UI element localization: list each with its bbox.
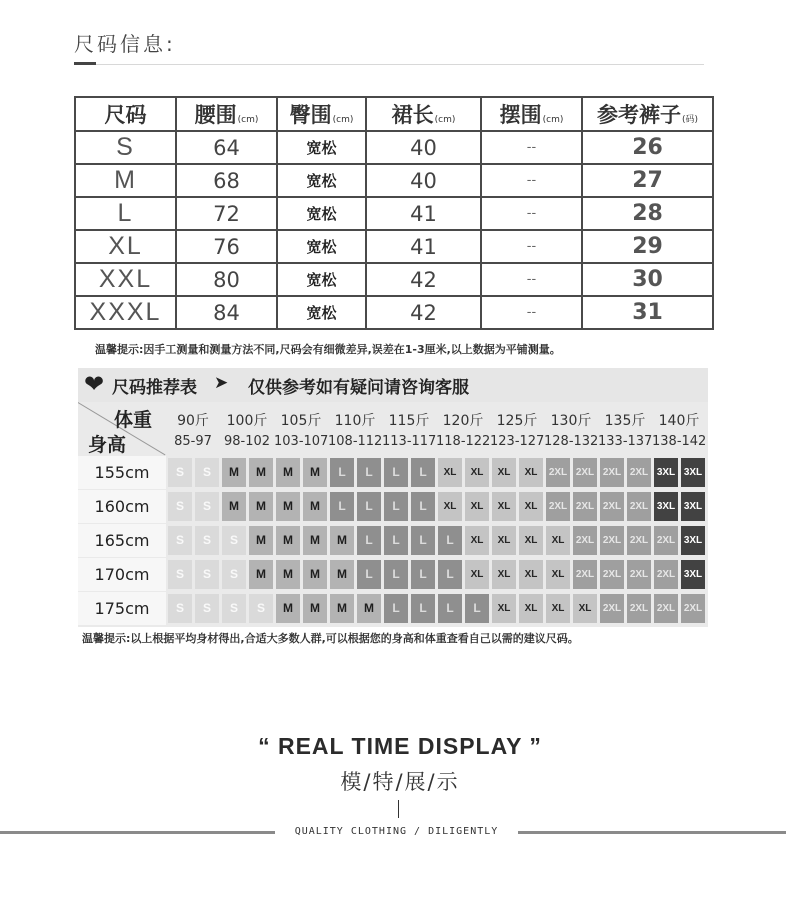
size-cell: 2XL bbox=[546, 458, 570, 487]
size-cell: S bbox=[195, 458, 219, 487]
cell-pants: 28 bbox=[582, 197, 713, 230]
table-row bbox=[75, 197, 713, 230]
recommend-grid bbox=[78, 402, 708, 627]
size-cell: L bbox=[357, 526, 381, 555]
weight-column-header bbox=[328, 402, 382, 456]
size-cell: 2XL bbox=[573, 492, 597, 521]
size-cell: M bbox=[330, 526, 354, 555]
cell-length: 41 bbox=[366, 197, 481, 230]
height-row-label: 165cm bbox=[78, 524, 166, 557]
size-cell: S bbox=[222, 560, 246, 589]
size-cell: L bbox=[411, 458, 435, 487]
size-cell: L bbox=[384, 560, 408, 589]
height-row-label: 175cm bbox=[78, 592, 166, 625]
size-cell: 2XL bbox=[600, 560, 624, 589]
size-cell: 3XL bbox=[681, 526, 705, 555]
measurement-note: 温馨提示:因手工测量和测量方法不同,尺码会有细微差异,误差在1-3厘米,以上数据为平铺测量。 bbox=[95, 343, 561, 356]
grid-corner bbox=[78, 402, 166, 456]
size-cell: 2XL bbox=[627, 560, 651, 589]
cell-waist: 80 bbox=[176, 263, 277, 296]
recommend-note: 温馨提示:以上根据平均身材得出,合适大多数人群,可以根据您的身高和体重查看自己以需的建议尺码。 bbox=[82, 632, 579, 645]
size-cell: M bbox=[303, 594, 327, 623]
size-cell: M bbox=[249, 492, 273, 521]
cell-pants: 30 bbox=[582, 263, 713, 296]
size-cell: XL bbox=[492, 526, 516, 555]
weight-range: 138-142 bbox=[652, 434, 707, 449]
size-cell: 2XL bbox=[654, 560, 678, 589]
size-cell: 2XL bbox=[627, 492, 651, 521]
weight-range: 118-122 bbox=[436, 434, 491, 449]
size-cell: 2XL bbox=[573, 526, 597, 555]
heading-accent bbox=[74, 62, 96, 65]
realtime-display-title: “ REAL TIME DISPLAY ” bbox=[258, 733, 542, 759]
size-cell: 2XL bbox=[600, 526, 624, 555]
weight-range: 128-132 bbox=[544, 434, 599, 449]
cell-hip: 宽松 bbox=[277, 296, 366, 329]
size-cell: L bbox=[330, 458, 354, 487]
height-row-label: 170cm bbox=[78, 558, 166, 591]
header-size: 尺码 bbox=[75, 97, 176, 131]
weight-value: 90斤 bbox=[177, 413, 209, 429]
size-cell: XL bbox=[519, 458, 543, 487]
weight-value: 140斤 bbox=[658, 413, 700, 429]
quality-tagline: QUALITY CLOTHING / DILIGENTLY bbox=[294, 826, 499, 837]
weight-column-header bbox=[652, 402, 706, 456]
size-cell: M bbox=[330, 594, 354, 623]
cell-size: XXXL bbox=[75, 296, 176, 329]
cell-length: 41 bbox=[366, 230, 481, 263]
size-cell: L bbox=[330, 492, 354, 521]
size-cell: 3XL bbox=[654, 492, 678, 521]
header-waist: 腰围(cm) bbox=[176, 97, 277, 131]
cell-waist: 68 bbox=[176, 164, 277, 197]
size-cell: 2XL bbox=[600, 458, 624, 487]
size-cell: M bbox=[276, 492, 300, 521]
height-axis-label: 身高 bbox=[88, 434, 127, 456]
size-cell: XL bbox=[519, 526, 543, 555]
size-table bbox=[74, 96, 714, 330]
heading-rule bbox=[74, 64, 704, 65]
size-cell: XL bbox=[573, 594, 597, 623]
size-cell: 2XL bbox=[546, 492, 570, 521]
cell-hem: -- bbox=[481, 197, 582, 230]
divider-tick bbox=[398, 800, 399, 818]
cell-waist: 84 bbox=[176, 296, 277, 329]
size-cell: S bbox=[249, 594, 273, 623]
size-cell: L bbox=[438, 560, 462, 589]
cell-hip: 宽松 bbox=[277, 230, 366, 263]
size-cell: 2XL bbox=[627, 526, 651, 555]
header-hem: 摆围(cm) bbox=[481, 97, 582, 131]
size-cell: M bbox=[249, 526, 273, 555]
weight-column-header bbox=[274, 402, 328, 456]
table-row bbox=[75, 131, 713, 164]
size-cell: L bbox=[411, 594, 435, 623]
weight-range: 98-102 bbox=[223, 434, 271, 449]
size-cell: L bbox=[384, 492, 408, 521]
size-cell: XL bbox=[519, 492, 543, 521]
weight-value: 105斤 bbox=[280, 413, 322, 429]
size-cell: S bbox=[195, 560, 219, 589]
size-cell: XL bbox=[465, 492, 489, 521]
weight-range: 123-127 bbox=[490, 434, 545, 449]
cell-size: L bbox=[75, 197, 176, 230]
cell-pants: 29 bbox=[582, 230, 713, 263]
header-length: 裙长(cm) bbox=[366, 97, 481, 131]
size-cell: S bbox=[168, 594, 192, 623]
size-cell: M bbox=[303, 560, 327, 589]
weight-value: 130斤 bbox=[550, 413, 592, 429]
table-row bbox=[75, 263, 713, 296]
size-cell: 2XL bbox=[573, 458, 597, 487]
size-cell: L bbox=[384, 526, 408, 555]
size-cell: M bbox=[303, 526, 327, 555]
cell-size: XXL bbox=[75, 263, 176, 296]
size-cell: L bbox=[357, 560, 381, 589]
recommend-subtitle: 仅供参考如有疑问请咨询客服 bbox=[248, 378, 469, 398]
size-cell: 2XL bbox=[600, 492, 624, 521]
weight-range: 113-117 bbox=[382, 434, 437, 449]
cell-size: M bbox=[75, 164, 176, 197]
size-cell: L bbox=[411, 526, 435, 555]
cell-hem: -- bbox=[481, 230, 582, 263]
size-cell: L bbox=[465, 594, 489, 623]
size-cell: M bbox=[222, 492, 246, 521]
weight-range: 108-112 bbox=[328, 434, 383, 449]
size-cell: 3XL bbox=[654, 458, 678, 487]
size-cell: XL bbox=[546, 594, 570, 623]
size-cell: S bbox=[195, 492, 219, 521]
size-cell: 2XL bbox=[627, 594, 651, 623]
weight-value: 125斤 bbox=[496, 413, 538, 429]
cell-hem: -- bbox=[481, 296, 582, 329]
size-cell: M bbox=[276, 594, 300, 623]
divider-line-left bbox=[0, 831, 275, 834]
size-cell: S bbox=[222, 594, 246, 623]
size-cell: S bbox=[168, 526, 192, 555]
size-cell: XL bbox=[492, 594, 516, 623]
weight-range: 133-137 bbox=[598, 434, 653, 449]
size-cell: S bbox=[168, 492, 192, 521]
size-cell: M bbox=[249, 560, 273, 589]
size-cell: S bbox=[168, 458, 192, 487]
weight-value: 100斤 bbox=[226, 413, 268, 429]
cell-length: 40 bbox=[366, 164, 481, 197]
size-cell: L bbox=[384, 458, 408, 487]
size-cell: M bbox=[303, 492, 327, 521]
weight-value: 135斤 bbox=[604, 413, 646, 429]
size-cell: L bbox=[384, 594, 408, 623]
model-display-subtitle: 模/特/展/示 bbox=[340, 770, 460, 794]
cell-length: 40 bbox=[366, 131, 481, 164]
divider-line-right bbox=[518, 831, 786, 834]
size-cell: M bbox=[222, 458, 246, 487]
cell-hip: 宽松 bbox=[277, 164, 366, 197]
size-cell: 3XL bbox=[681, 560, 705, 589]
size-cell: 2XL bbox=[573, 560, 597, 589]
size-cell: M bbox=[276, 458, 300, 487]
weight-range: 103-107 bbox=[274, 434, 329, 449]
height-row-label: 160cm bbox=[78, 490, 166, 523]
size-cell: 3XL bbox=[681, 458, 705, 487]
size-cell: S bbox=[195, 594, 219, 623]
cell-hip: 宽松 bbox=[277, 197, 366, 230]
size-cell: L bbox=[438, 594, 462, 623]
table-row bbox=[75, 164, 713, 197]
size-cell: 2XL bbox=[681, 594, 705, 623]
size-cell: M bbox=[357, 594, 381, 623]
cell-length: 42 bbox=[366, 263, 481, 296]
weight-column-header bbox=[544, 402, 598, 456]
size-cell: 2XL bbox=[627, 458, 651, 487]
cell-pants: 31 bbox=[582, 296, 713, 329]
size-cell: S bbox=[195, 526, 219, 555]
cell-hem: -- bbox=[481, 164, 582, 197]
heart-icon: ❤ bbox=[84, 370, 105, 398]
size-cell: 3XL bbox=[681, 492, 705, 521]
weight-range: 85-97 bbox=[174, 434, 212, 449]
weight-column-header bbox=[436, 402, 490, 456]
header-hip: 臀围(cm) bbox=[277, 97, 366, 131]
cell-hip: 宽松 bbox=[277, 263, 366, 296]
cell-pants: 26 bbox=[582, 131, 713, 164]
table-row bbox=[75, 230, 713, 263]
cell-length: 42 bbox=[366, 296, 481, 329]
weight-value: 110斤 bbox=[334, 413, 376, 429]
cell-size: XL bbox=[75, 230, 176, 263]
size-cell: XL bbox=[438, 492, 462, 521]
arrow-right-icon: ➤ bbox=[214, 373, 229, 393]
weight-value: 120斤 bbox=[442, 413, 484, 429]
size-cell: M bbox=[303, 458, 327, 487]
size-cell: M bbox=[330, 560, 354, 589]
cell-hem: -- bbox=[481, 263, 582, 296]
size-cell: 2XL bbox=[654, 594, 678, 623]
weight-column-header bbox=[220, 402, 274, 456]
recommend-title-bar bbox=[78, 368, 708, 402]
cell-waist: 64 bbox=[176, 131, 277, 164]
size-cell: M bbox=[276, 526, 300, 555]
weight-value: 115斤 bbox=[388, 413, 430, 429]
size-cell: XL bbox=[546, 560, 570, 589]
weight-axis-label: 体重 bbox=[114, 409, 153, 431]
height-row-label: 155cm bbox=[78, 456, 166, 489]
recommend-title: 尺码推荐表 bbox=[112, 378, 197, 398]
size-cell: XL bbox=[465, 526, 489, 555]
cell-hem: -- bbox=[481, 131, 582, 164]
size-cell: L bbox=[357, 492, 381, 521]
size-cell: M bbox=[276, 560, 300, 589]
cell-waist: 76 bbox=[176, 230, 277, 263]
cell-size: S bbox=[75, 131, 176, 164]
size-cell: XL bbox=[492, 458, 516, 487]
cell-pants: 27 bbox=[582, 164, 713, 197]
size-cell: XL bbox=[519, 594, 543, 623]
size-table-header-row bbox=[75, 97, 713, 131]
weight-column-header bbox=[490, 402, 544, 456]
size-cell: 2XL bbox=[654, 526, 678, 555]
size-cell: XL bbox=[519, 560, 543, 589]
size-cell: 2XL bbox=[600, 594, 624, 623]
cell-hip: 宽松 bbox=[277, 131, 366, 164]
size-cell: XL bbox=[438, 458, 462, 487]
size-cell: L bbox=[357, 458, 381, 487]
cell-waist: 72 bbox=[176, 197, 277, 230]
size-cell: XL bbox=[465, 458, 489, 487]
size-cell: S bbox=[168, 560, 192, 589]
size-cell: XL bbox=[465, 560, 489, 589]
size-cell: XL bbox=[492, 560, 516, 589]
size-cell: L bbox=[438, 526, 462, 555]
section-heading: 尺码信息: bbox=[74, 32, 176, 56]
weight-column-header bbox=[382, 402, 436, 456]
table-row bbox=[75, 296, 713, 329]
header-pants: 参考裤子(码) bbox=[582, 97, 713, 131]
size-cell: S bbox=[222, 526, 246, 555]
size-cell: M bbox=[249, 458, 273, 487]
size-cell: XL bbox=[492, 492, 516, 521]
weight-column-header bbox=[166, 402, 220, 456]
size-cell: L bbox=[411, 560, 435, 589]
weight-column-header bbox=[598, 402, 652, 456]
size-cell: L bbox=[411, 492, 435, 521]
size-cell: XL bbox=[546, 526, 570, 555]
